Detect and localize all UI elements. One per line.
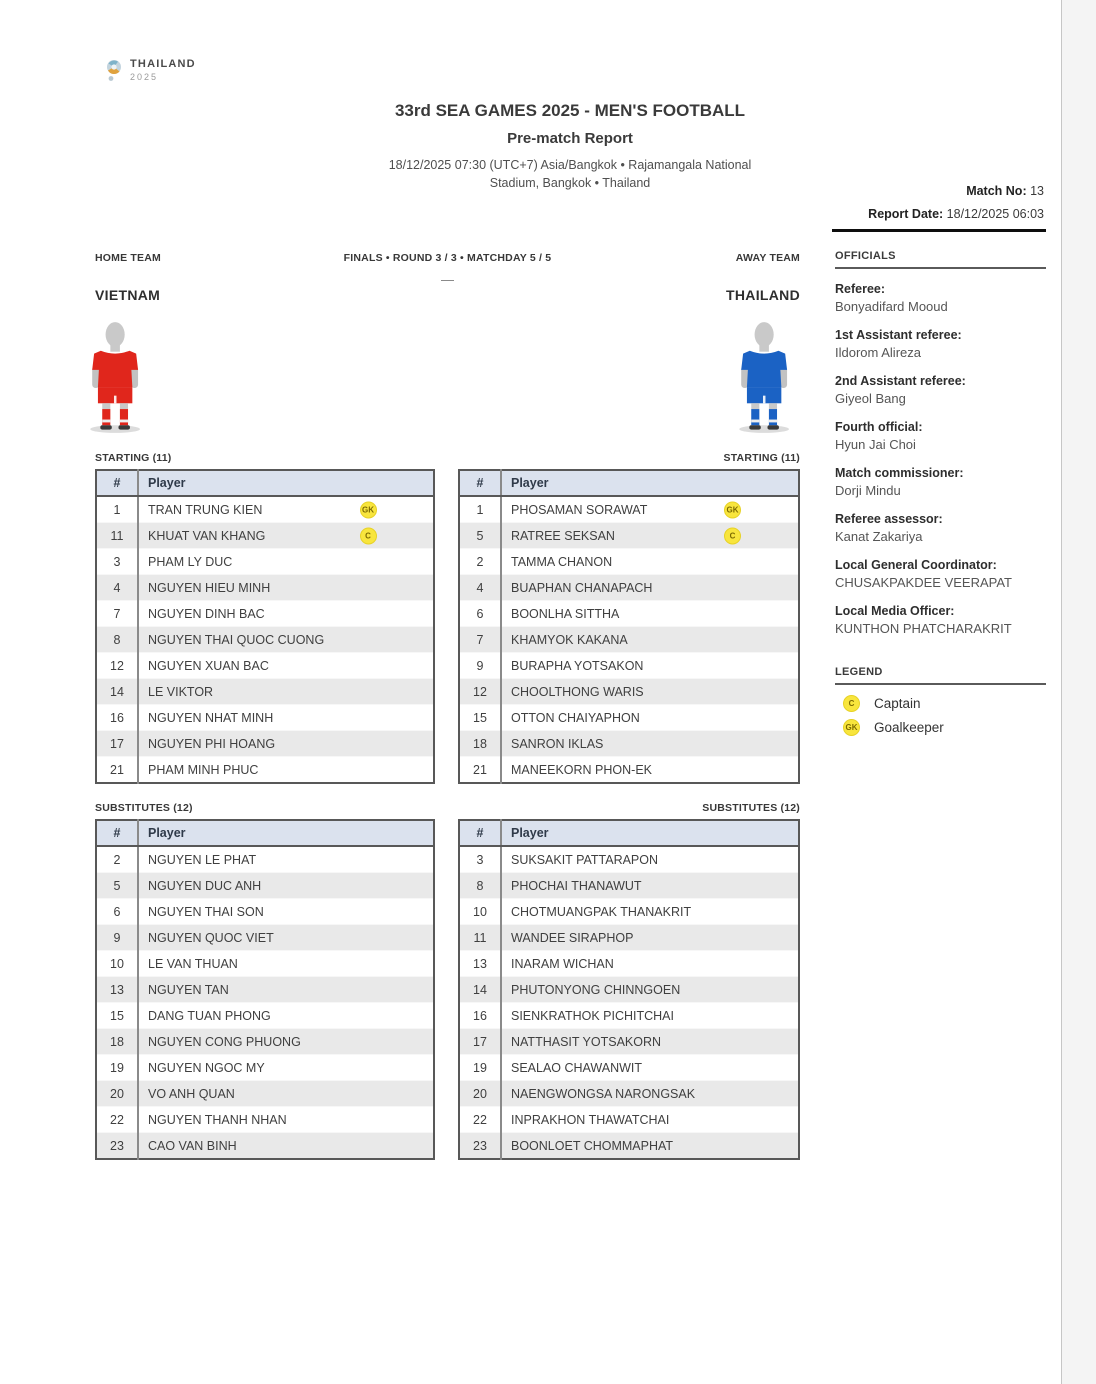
player-row bbox=[459, 873, 799, 899]
goalkeeper-badge: GK bbox=[360, 501, 377, 518]
official-label: 1st Assistant referee: bbox=[835, 328, 962, 342]
official-value: KUNTHON PHATCHARAKRIT bbox=[835, 621, 1012, 636]
home-substitutes-table bbox=[95, 819, 435, 1160]
player-number: 10 bbox=[96, 951, 138, 977]
player-number: 8 bbox=[96, 627, 138, 653]
page-subtitle: Pre-match Report bbox=[507, 130, 633, 147]
player-row bbox=[96, 1003, 434, 1029]
player-cell bbox=[138, 977, 434, 1003]
player-row bbox=[459, 977, 799, 1003]
player-row bbox=[459, 653, 799, 679]
legend-items bbox=[835, 695, 1046, 736]
player-cell bbox=[138, 575, 434, 601]
player-cell bbox=[501, 731, 799, 757]
header-divider bbox=[832, 229, 1046, 232]
player-name: KHUAT VAN KHANG bbox=[148, 528, 266, 543]
player-cell bbox=[501, 549, 799, 575]
away-kit-figure bbox=[724, 320, 810, 435]
official-entry bbox=[835, 557, 1046, 592]
player-number: 14 bbox=[96, 679, 138, 705]
player-number: 14 bbox=[459, 977, 501, 1003]
home-team-name: VIETNAM bbox=[95, 287, 161, 303]
player-name: BURAPHA YOTSAKON bbox=[511, 658, 644, 673]
player-row bbox=[459, 1003, 799, 1029]
report-date-row bbox=[868, 203, 1044, 226]
player-number: 2 bbox=[459, 549, 501, 575]
player-cell bbox=[138, 627, 434, 653]
logo-year-text: 2025 bbox=[130, 72, 159, 82]
player-cell bbox=[501, 951, 799, 977]
player-name: SANRON IKLAS bbox=[511, 736, 604, 751]
player-number: 12 bbox=[96, 653, 138, 679]
player-row bbox=[96, 705, 434, 731]
page-title: 33rd SEA GAMES 2025 - MEN'S FOOTBALL bbox=[394, 101, 746, 120]
player-number: 17 bbox=[96, 731, 138, 757]
player-row bbox=[459, 1029, 799, 1055]
player-number: 7 bbox=[459, 627, 501, 653]
player-number: 10 bbox=[459, 899, 501, 925]
player-cell bbox=[501, 1055, 799, 1081]
player-name: NGUYEN PHI HOANG bbox=[148, 736, 276, 751]
player-name: SUKSAKIT PATTARAPON bbox=[511, 852, 659, 867]
player-name: PHAM LY DUC bbox=[148, 554, 233, 569]
player-cell bbox=[501, 873, 799, 899]
player-row bbox=[96, 731, 434, 757]
player-cell bbox=[501, 757, 799, 784]
player-row bbox=[459, 925, 799, 951]
player-cell bbox=[138, 653, 434, 679]
official-label: Match commissioner: bbox=[835, 466, 964, 480]
player-name: SEALAO CHAWANWIT bbox=[511, 1060, 643, 1075]
player-row bbox=[96, 549, 434, 575]
player-row bbox=[459, 523, 799, 549]
official-entry bbox=[835, 419, 1046, 454]
official-label: 2nd Assistant referee: bbox=[835, 374, 966, 388]
officials-heading: OFFICIALS bbox=[835, 250, 1046, 269]
player-number: 9 bbox=[459, 653, 501, 679]
away-starting-table bbox=[458, 469, 800, 784]
player-cell bbox=[138, 873, 434, 899]
player-number: 13 bbox=[459, 951, 501, 977]
player-row bbox=[96, 1081, 434, 1107]
side-panel bbox=[835, 250, 1046, 743]
player-row bbox=[96, 1107, 434, 1133]
player-name: PHOCHAI THANAWUT bbox=[511, 878, 642, 893]
player-name: DANG TUAN PHONG bbox=[148, 1008, 271, 1023]
player-name: CAO VAN BINH bbox=[148, 1138, 237, 1153]
player-name: INARAM WICHAN bbox=[511, 956, 614, 971]
player-name: LE VAN THUAN bbox=[148, 956, 238, 971]
player-number: 6 bbox=[96, 899, 138, 925]
official-value: Dorji Mindu bbox=[835, 483, 901, 498]
match-meta bbox=[868, 180, 1044, 226]
player-name: BOONLOET CHOMMAPHAT bbox=[511, 1138, 674, 1153]
home-squad-column bbox=[95, 452, 435, 1160]
player-row bbox=[459, 757, 799, 784]
away-kit-colored-parts bbox=[741, 351, 787, 426]
player-number: 6 bbox=[459, 601, 501, 627]
player-name: NGUYEN TAN bbox=[148, 982, 229, 997]
player-cell bbox=[501, 523, 799, 549]
official-entry bbox=[835, 327, 1046, 362]
match-number-value: 13 bbox=[1030, 184, 1044, 198]
player-cell bbox=[501, 496, 799, 523]
report-date-label: Report Date: bbox=[868, 207, 944, 221]
player-row bbox=[96, 496, 434, 523]
player-row bbox=[459, 951, 799, 977]
player-name: VO ANH QUAN bbox=[148, 1086, 235, 1101]
column-header-player: Player bbox=[138, 820, 434, 846]
player-cell bbox=[138, 899, 434, 925]
player-cell bbox=[501, 601, 799, 627]
goalkeeper-badge: GK bbox=[843, 719, 860, 736]
official-entry bbox=[835, 281, 1046, 316]
captain-badge: C bbox=[843, 695, 860, 712]
player-row bbox=[459, 601, 799, 627]
logo-brand-text: THAILAND bbox=[130, 58, 196, 70]
player-row bbox=[96, 873, 434, 899]
teams-bar bbox=[95, 252, 800, 264]
player-name: TRAN TRUNG KIEN bbox=[148, 502, 263, 517]
official-value: Bonyadifard Mooud bbox=[835, 299, 948, 314]
player-row bbox=[96, 846, 434, 873]
official-entry bbox=[835, 373, 1046, 408]
player-row bbox=[96, 977, 434, 1003]
match-datetime-line1: 18/12/2025 07:30 (UTC+7) Asia/Bangkok • Rajamangala National bbox=[388, 158, 752, 172]
column-header-number: # bbox=[459, 820, 501, 846]
player-cell bbox=[501, 925, 799, 951]
player-number: 13 bbox=[96, 977, 138, 1003]
match-datetime-line2: Stadium, Bangkok • Thailand bbox=[489, 176, 651, 190]
player-name: LE VIKTOR bbox=[148, 684, 214, 699]
player-cell bbox=[501, 1029, 799, 1055]
player-number: 21 bbox=[459, 757, 501, 784]
player-row bbox=[459, 1081, 799, 1107]
sea-games-logo-icon bbox=[105, 59, 125, 83]
home-kit-colored-parts bbox=[92, 351, 138, 426]
column-header-number: # bbox=[459, 470, 501, 496]
player-number: 5 bbox=[96, 873, 138, 899]
player-name: OTTON CHAIYAPHON bbox=[511, 710, 640, 725]
player-number: 2 bbox=[96, 846, 138, 873]
squads-section bbox=[95, 452, 800, 1160]
player-cell bbox=[501, 653, 799, 679]
player-number: 1 bbox=[96, 496, 138, 523]
player-name: NGUYEN XUAN BAC bbox=[148, 658, 269, 673]
player-cell bbox=[501, 1003, 799, 1029]
legend-item-label: Goalkeeper bbox=[874, 720, 944, 735]
player-row bbox=[459, 549, 799, 575]
player-name: MANEEKORN PHON-EK bbox=[511, 762, 652, 777]
away-team-name: THAILAND bbox=[726, 287, 800, 303]
player-cell bbox=[501, 1107, 799, 1133]
player-name: NGUYEN DINH BAC bbox=[148, 606, 265, 621]
player-cell bbox=[138, 1107, 434, 1133]
player-cell bbox=[138, 951, 434, 977]
player-name: NGUYEN LE PHAT bbox=[148, 852, 257, 867]
player-cell bbox=[501, 846, 799, 873]
home-kit-figure bbox=[75, 320, 161, 435]
player-number: 18 bbox=[96, 1029, 138, 1055]
title-block bbox=[95, 101, 1045, 192]
stage-line: FINALS • ROUND 3 / 3 • MATCHDAY 5 / 5 bbox=[343, 252, 552, 264]
match-number-label: Match No: bbox=[966, 184, 1027, 198]
player-cell bbox=[501, 977, 799, 1003]
player-row bbox=[459, 705, 799, 731]
official-label: Referee assessor: bbox=[835, 512, 943, 526]
player-number: 19 bbox=[96, 1055, 138, 1081]
player-row bbox=[459, 1055, 799, 1081]
player-number: 11 bbox=[459, 925, 501, 951]
player-row bbox=[96, 523, 434, 549]
player-cell bbox=[138, 1081, 434, 1107]
player-row bbox=[459, 679, 799, 705]
player-name: NGUYEN CONG PHUONG bbox=[148, 1034, 301, 1049]
player-cell bbox=[138, 846, 434, 873]
player-number: 7 bbox=[96, 601, 138, 627]
goalkeeper-badge: GK bbox=[724, 501, 741, 518]
captain-badge: C bbox=[360, 527, 377, 544]
home-substitutes-title: SUBSTITUTES (12) bbox=[95, 802, 193, 814]
player-name: KHAMYOK KAKANA bbox=[511, 632, 628, 647]
official-value: Ildorom Alireza bbox=[835, 345, 921, 360]
player-row bbox=[96, 757, 434, 784]
player-number: 23 bbox=[96, 1133, 138, 1160]
player-number: 4 bbox=[459, 575, 501, 601]
player-cell bbox=[501, 705, 799, 731]
player-number: 11 bbox=[96, 523, 138, 549]
away-substitutes-table bbox=[458, 819, 800, 1160]
player-number: 18 bbox=[459, 731, 501, 757]
player-cell bbox=[501, 899, 799, 925]
player-name: WANDEE SIRAPHOP bbox=[511, 930, 634, 945]
player-number: 4 bbox=[96, 575, 138, 601]
player-cell bbox=[501, 679, 799, 705]
player-row bbox=[459, 575, 799, 601]
away-substitutes-title: SUBSTITUTES (12) bbox=[702, 802, 800, 814]
player-row bbox=[459, 1107, 799, 1133]
player-cell bbox=[138, 1003, 434, 1029]
player-row bbox=[96, 627, 434, 653]
player-number: 22 bbox=[459, 1107, 501, 1133]
player-name: NATTHASIT YOTSAKORN bbox=[511, 1034, 662, 1049]
legend-item bbox=[835, 695, 1046, 712]
player-name: NGUYEN THANH NHAN bbox=[148, 1112, 287, 1127]
player-name: TAMMA CHANON bbox=[511, 554, 613, 569]
column-header-player: Player bbox=[501, 470, 799, 496]
player-number: 19 bbox=[459, 1055, 501, 1081]
official-entry bbox=[835, 465, 1046, 500]
player-name: CHOTMUANGPAK THANAKRIT bbox=[511, 904, 692, 919]
player-row bbox=[96, 1055, 434, 1081]
player-name: PHUTONYONG CHINNGOEN bbox=[511, 982, 681, 997]
player-cell bbox=[501, 1081, 799, 1107]
legend-item-label: Captain bbox=[874, 696, 921, 711]
official-label: Local Media Officer: bbox=[835, 604, 955, 618]
player-name: RATREE SEKSAN bbox=[511, 528, 615, 543]
player-number: 20 bbox=[96, 1081, 138, 1107]
player-cell bbox=[138, 496, 434, 523]
official-entry bbox=[835, 603, 1046, 638]
column-header-player: Player bbox=[138, 470, 434, 496]
player-number: 17 bbox=[459, 1029, 501, 1055]
player-cell bbox=[138, 925, 434, 951]
player-cell bbox=[138, 757, 434, 784]
home-starting-table bbox=[95, 469, 435, 784]
player-number: 22 bbox=[96, 1107, 138, 1133]
player-cell bbox=[138, 1029, 434, 1055]
player-row bbox=[459, 731, 799, 757]
legend-item bbox=[835, 719, 1046, 736]
official-value: Kanat Zakariya bbox=[835, 529, 923, 544]
player-name: NGUYEN QUOC VIET bbox=[148, 930, 274, 945]
player-cell bbox=[138, 601, 434, 627]
player-name: CHOOLTHONG WARIS bbox=[511, 684, 644, 699]
official-entry bbox=[835, 511, 1046, 546]
player-name: NGUYEN NHAT MINH bbox=[148, 710, 274, 725]
player-row bbox=[96, 1133, 434, 1160]
player-number: 3 bbox=[96, 549, 138, 575]
column-header-player: Player bbox=[501, 820, 799, 846]
player-name: PHOSAMAN SORAWAT bbox=[511, 502, 648, 517]
player-cell bbox=[138, 523, 434, 549]
legend-panel bbox=[835, 666, 1046, 736]
home-team-label: HOME TEAM bbox=[95, 252, 161, 264]
home-starting-title: STARTING (11) bbox=[95, 452, 172, 464]
player-row bbox=[96, 1029, 434, 1055]
player-number: 23 bbox=[459, 1133, 501, 1160]
player-row bbox=[96, 653, 434, 679]
player-name: NGUYEN THAI SON bbox=[148, 904, 264, 919]
officials-list bbox=[835, 281, 1046, 638]
player-number: 8 bbox=[459, 873, 501, 899]
player-number: 9 bbox=[96, 925, 138, 951]
player-name: NGUYEN DUC ANH bbox=[148, 878, 262, 893]
report-date-value: 18/12/2025 06:03 bbox=[946, 207, 1044, 221]
player-row bbox=[459, 1133, 799, 1160]
player-number: 12 bbox=[459, 679, 501, 705]
player-cell bbox=[501, 1133, 799, 1160]
player-row bbox=[96, 925, 434, 951]
player-cell bbox=[501, 575, 799, 601]
captain-badge: C bbox=[724, 527, 741, 544]
player-number: 16 bbox=[459, 1003, 501, 1029]
player-number: 15 bbox=[96, 1003, 138, 1029]
event-logo bbox=[105, 58, 196, 83]
player-name: INPRAKHON THAWATCHAI bbox=[511, 1112, 670, 1127]
player-number: 3 bbox=[459, 846, 501, 873]
player-name: NGUYEN HIEU MINH bbox=[148, 580, 271, 595]
player-number: 5 bbox=[459, 523, 501, 549]
player-row bbox=[459, 627, 799, 653]
player-name: BUAPHAN CHANAPACH bbox=[511, 580, 653, 595]
away-team-label: AWAY TEAM bbox=[735, 252, 800, 264]
player-number: 20 bbox=[459, 1081, 501, 1107]
player-row bbox=[96, 899, 434, 925]
player-cell bbox=[138, 549, 434, 575]
player-row bbox=[459, 846, 799, 873]
official-value: CHUSAKPAKDEE VEERAPAT bbox=[835, 575, 1012, 590]
player-cell bbox=[138, 1055, 434, 1081]
official-value: Hyun Jai Choi bbox=[835, 437, 916, 452]
player-cell bbox=[138, 679, 434, 705]
player-number: 1 bbox=[459, 496, 501, 523]
player-number: 15 bbox=[459, 705, 501, 731]
player-name: BOONLHA SITTHA bbox=[511, 606, 620, 621]
column-header-number: # bbox=[96, 470, 138, 496]
legend-heading: LEGEND bbox=[835, 666, 1046, 685]
official-label: Referee: bbox=[835, 282, 886, 296]
player-row bbox=[96, 951, 434, 977]
player-row bbox=[459, 496, 799, 523]
score-dash: — bbox=[441, 272, 454, 287]
match-number-row bbox=[868, 180, 1044, 203]
player-name: PHAM MINH PHUC bbox=[148, 762, 259, 777]
player-name: NGUYEN THAI QUOC CUONG bbox=[148, 632, 325, 647]
player-cell bbox=[501, 627, 799, 653]
player-row bbox=[96, 575, 434, 601]
player-row bbox=[96, 679, 434, 705]
player-name: SIENKRATHOK PICHITCHAI bbox=[511, 1008, 674, 1023]
player-number: 16 bbox=[96, 705, 138, 731]
away-starting-title: STARTING (11) bbox=[723, 452, 800, 464]
official-value: Giyeol Bang bbox=[835, 391, 906, 406]
official-label: Fourth official: bbox=[835, 420, 923, 434]
player-cell bbox=[138, 731, 434, 757]
player-name: NAENGWONGSA NARONGSAK bbox=[511, 1086, 696, 1101]
player-name: NGUYEN NGOC MY bbox=[148, 1060, 265, 1075]
player-cell bbox=[138, 1133, 434, 1160]
column-header-number: # bbox=[96, 820, 138, 846]
team-names bbox=[95, 287, 800, 303]
player-number: 21 bbox=[96, 757, 138, 784]
official-label: Local General Coordinator: bbox=[835, 558, 997, 572]
away-squad-column bbox=[458, 452, 800, 1160]
player-cell bbox=[138, 705, 434, 731]
player-row bbox=[96, 601, 434, 627]
player-row bbox=[459, 899, 799, 925]
